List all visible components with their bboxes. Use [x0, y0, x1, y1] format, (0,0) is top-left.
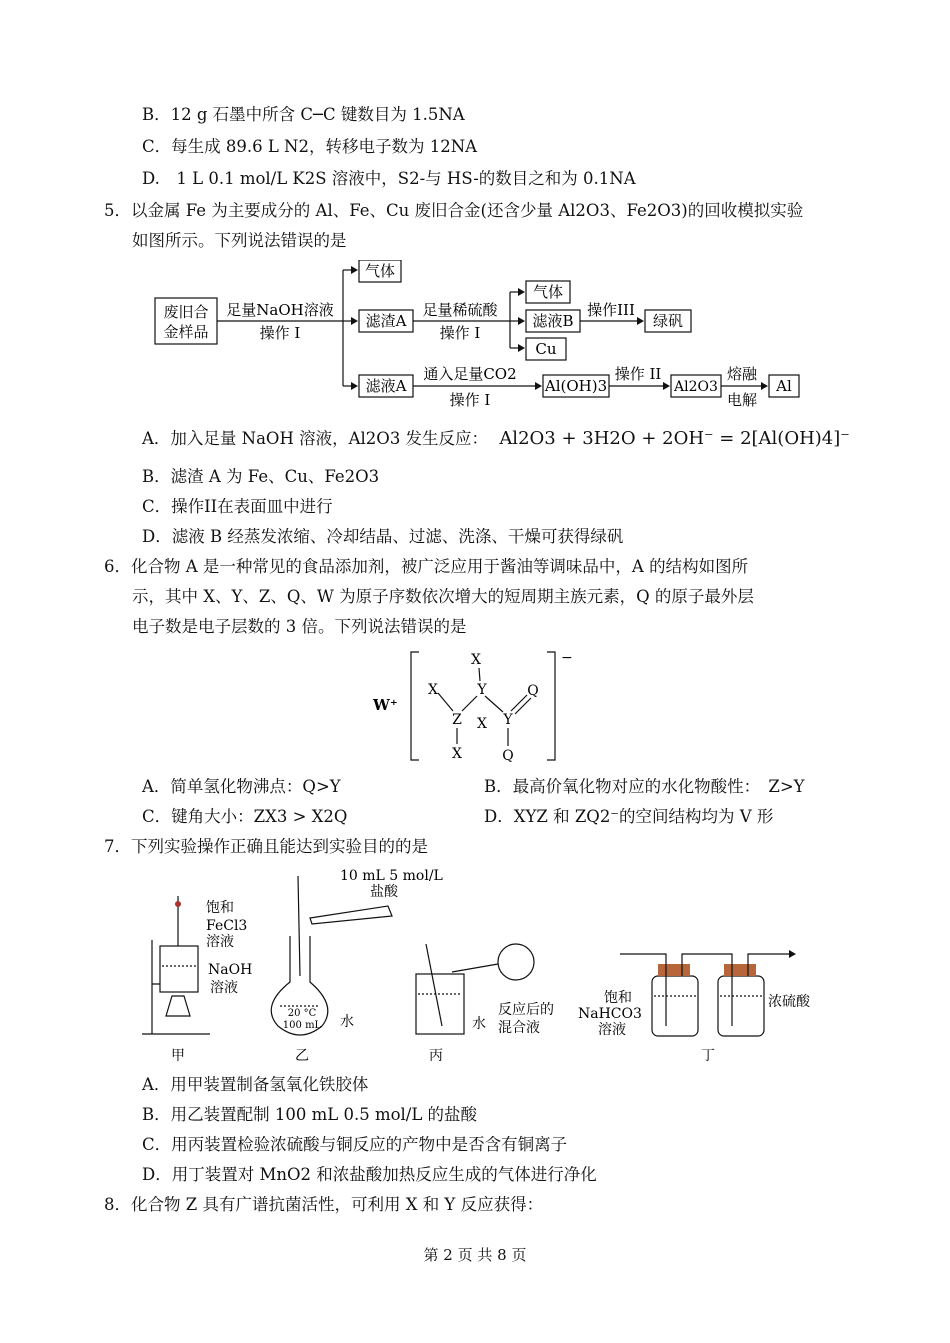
q4-option-c: C．每生成 89.6 L N2，转移电子数为 12NA	[142, 137, 478, 156]
yi-name: 乙	[295, 1048, 309, 1064]
atom-z: Z	[452, 712, 462, 728]
q6-option-a: A．简单氢化物沸点：Q>Y	[142, 777, 341, 796]
flow-copper: Cu	[535, 340, 557, 358]
flow-gas-top: 气体	[364, 262, 396, 280]
q7-apparatus	[130, 866, 830, 1068]
apparatus-bing	[416, 944, 554, 1064]
q4-option-d: D. 1 L 0.1 mol/L K2S 溶液中，S2-与 HS-的数目之和为 0.1NA	[142, 169, 636, 188]
flow-step5-op: 操作 II	[614, 365, 662, 383]
bing-label-0: 反应后的	[498, 1002, 554, 1018]
flow-residue-a: 滤渣A	[365, 312, 407, 330]
flow-step4-op: 操作 I	[449, 391, 491, 409]
q5-option-d: D．滤液 B 经蒸发浓缩、冷却结晶、过滤、洗涤、干燥可获得绿矾	[142, 527, 624, 546]
flow-green-vitriol: 绿矾	[652, 312, 684, 330]
apparatus-jia	[142, 896, 252, 1064]
jia-label-0: 饱和	[206, 900, 234, 916]
q7-option-d: D．用丁装置对 MnO2 和浓盐酸加热反应生成的气体进行净化	[142, 1165, 597, 1184]
ding-left-2: 溶液	[598, 1022, 626, 1038]
q7-option-a: A．用甲装置制备氢氧化铁胶体	[142, 1075, 369, 1094]
bing-water: 水	[472, 1016, 486, 1032]
flow-step1-op: 操作 I	[259, 324, 301, 342]
q5-option-b: B．滤渣 A 为 Fe、Cu、Fe2O3	[142, 467, 380, 486]
yi-top-0: 10 mL 5 mol/L	[340, 868, 443, 884]
jia-label-4: 溶液	[210, 980, 238, 996]
atom-x-left: X	[428, 682, 438, 698]
flow-sample-line2: 金样品	[163, 323, 209, 341]
ding-right: 浓硫酸	[768, 994, 810, 1010]
q5-option-a-text: A．加入足量 NaOH 溶液，Al2O3 发生反应：	[142, 429, 489, 448]
q6-structure	[365, 648, 585, 768]
flow-gas-mid: 气体	[532, 283, 564, 301]
flow-aloh3: Al(OH)3	[544, 377, 608, 395]
bing-label-1: 混合液	[498, 1020, 540, 1036]
jia-label-1: FeCl3	[206, 918, 248, 934]
q6-stem-line2: 示，其中 X、Y、Z、Q、W 为原子序数依次增大的短周期主族元素，Q 的原子最外层	[132, 587, 754, 606]
flow-step4-label: 通入足量CO2	[423, 365, 517, 383]
atom-q-right: Q	[527, 683, 539, 699]
q7-option-b: B．用乙装置配制 100 mL 0.5 mol/L 的盐酸	[142, 1105, 478, 1124]
atom-q-bottom: Q	[502, 748, 514, 764]
flow-step6-bottom: 电解	[726, 391, 758, 409]
flow-step6-top: 熔融	[726, 365, 758, 383]
ding-left-0: 饱和	[604, 990, 632, 1006]
jia-label-3: NaOH	[208, 962, 253, 978]
flow-step1-label: 足量NaOH溶液	[226, 301, 334, 319]
ding-name: 丁	[701, 1048, 715, 1064]
q7-option-c: C．用丙装置检验浓硫酸与铜反应的产物中是否含有铜离子	[142, 1135, 568, 1154]
atom-x-mid: X	[477, 716, 487, 732]
q6-option-d: D．XYZ 和 ZQ2⁻的空间结构均为 V 形	[484, 807, 774, 826]
q6-option-c: C．键角大小：ZX3 > X2Q	[142, 807, 348, 826]
q7-stem: 7．下列实验操作正确且能达到实验目的的是	[104, 837, 428, 856]
q5-option-a-equation: Al2O3 + 3H2O + 2OH⁻ = 2[Al(OH)4]⁻	[499, 428, 850, 449]
yi-water: 水	[340, 1014, 354, 1030]
bing-name: 丙	[429, 1048, 443, 1064]
flow-step3-op: 操作III	[587, 301, 635, 319]
atom-y-right: Y	[503, 712, 513, 728]
flow-al2o3: Al2O3	[674, 379, 718, 395]
q5-flowchart	[150, 260, 810, 410]
flow-al: Al	[776, 377, 792, 395]
jia-name: 甲	[171, 1048, 185, 1064]
q4-option-b: B．12 g 石墨中所含 C─C 键数目为 1.5NA	[142, 105, 465, 124]
q6-stem-line3: 电子数是电子层数的 3 倍。下列说法错误的是	[132, 617, 467, 636]
yi-flask-0: 20 °C	[287, 1008, 317, 1019]
ding-left-1: NaHCO3	[578, 1006, 642, 1022]
q8-stem: 8．化合物 Z 具有广谱抗菌活性，可利用 X 和 Y 反应获得：	[104, 1195, 544, 1214]
yi-top-1: 盐酸	[370, 884, 398, 900]
flow-filtrate-a: 滤液A	[365, 377, 407, 395]
q6-stem-line1: 6．化合物 A 是一种常见的食品添加剂，被广泛应用于酱油等调味品中，A 的结构如图所	[104, 557, 749, 576]
q6-option-b: B．最高价氧化物对应的水化物酸性： Z>Y	[484, 777, 805, 796]
q5-stem-line1: 5．以金属 Fe 为主要成分的 Al、Fe、Cu 废旧合金(还含少量 Al2O3、Fe2O3)的回收模拟实验	[104, 201, 804, 220]
q5-option-c: C．操作II在表面皿中进行	[142, 497, 333, 516]
atom-x-top: X	[471, 652, 481, 668]
structure-charge: −	[561, 650, 573, 666]
atom-x-bottom: X	[452, 746, 462, 762]
yi-flask-1: 100 mL	[282, 1020, 322, 1031]
page-footer: 第 2 页 共 8 页	[423, 1246, 527, 1264]
atom-y-center: Y	[477, 682, 487, 698]
structure-cation: W⁺	[373, 696, 398, 714]
q5-option-a	[142, 428, 850, 450]
flow-sample-line1: 废旧合	[163, 303, 209, 321]
flow-step2-op: 操作 I	[439, 324, 481, 342]
flow-filtrate-b: 滤液B	[532, 312, 574, 330]
jia-label-2: 溶液	[206, 934, 234, 950]
q5-stem-line2: 如图所示。下列说法错误的是	[132, 231, 347, 250]
flow-step2-label: 足量稀硫酸	[422, 301, 498, 319]
apparatus-ding	[578, 950, 811, 1064]
